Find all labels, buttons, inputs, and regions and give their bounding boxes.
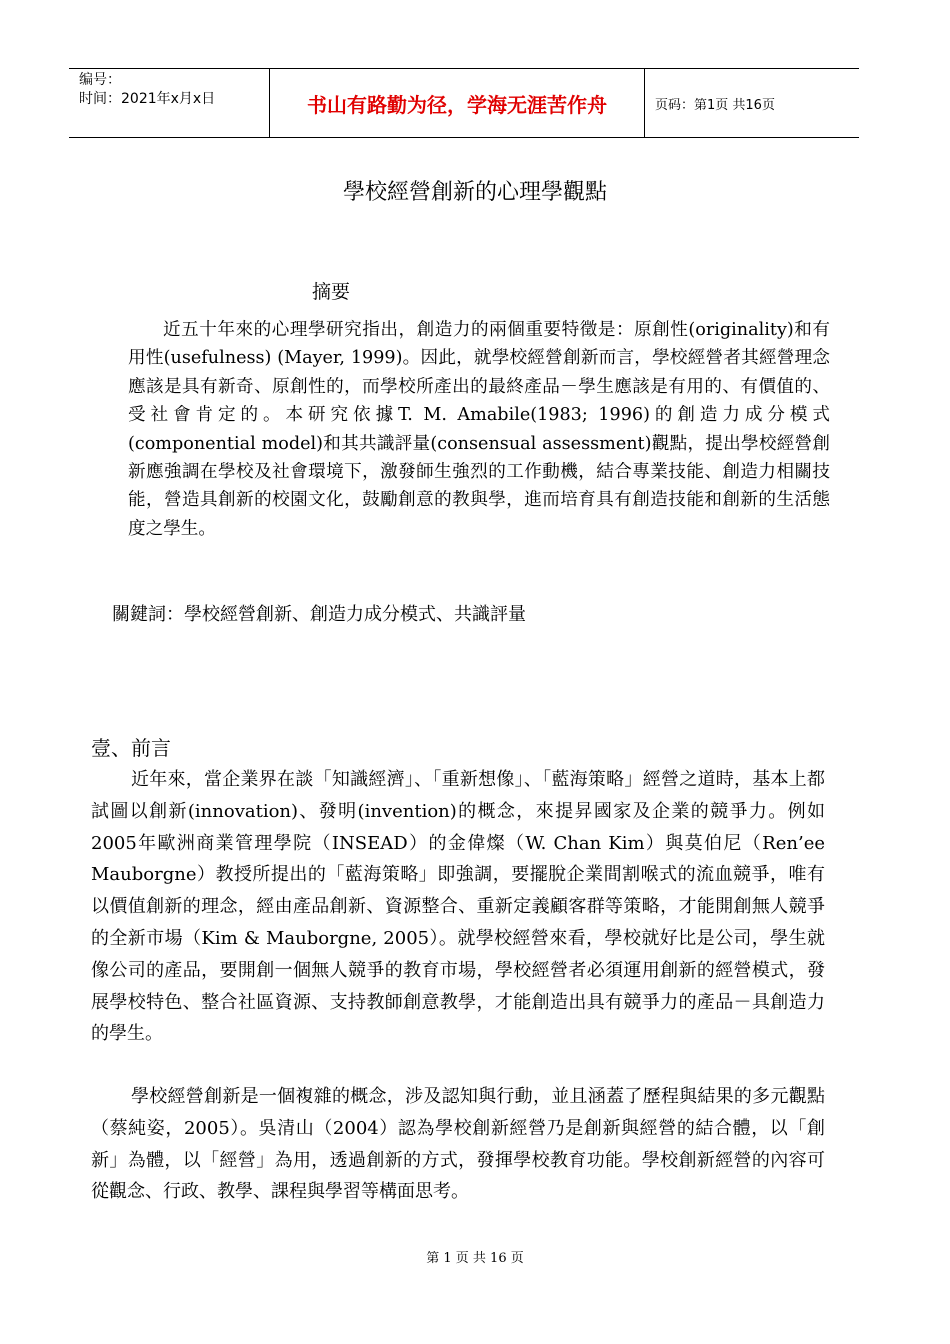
body-paragraph-1: 近年來，當企業界在談「知識經濟」、「重新想像」、「藍海策略」經營之道時，基本上都試圖以創新(innovation)、發明(invention)的概念，來提昇國家及企業的競爭力。例如2005年歐洲商業管理學院（INSEAD）的金偉燦（W. Chan Kim）與莫伯尼（Ren’ee Mauborgne）教授所提出的「藍海策略」即強調，要擺脫企業間割喉式的流血競爭，唯有以價值創新的理念，經由產品創新、資源整合、重新定義顧客群等策略，才能開創無人競爭的全新市場（Kim & Mauborgne, 2005）。就學校經營來看，學校就好比是公司，學生就像公司的產品，要開創一個無人競爭的教育市場，學校經營者必須運用創新的經營模式，發展學校特色、整合社區資源、支持教師創意教學，才能創造出具有競爭力的產品－具創造力的學生。 bbox=[91, 769, 825, 1045]
keywords: 關鍵詞：學校經營創新、創造力成分模式、共識評量 bbox=[112, 604, 526, 625]
section-heading: 壹、前言 bbox=[91, 736, 171, 760]
page-footer: 第 1 页 共 16 页 bbox=[426, 1251, 524, 1266]
page-header bbox=[69, 68, 859, 138]
header-page-label: 页码：第1页 共16页 bbox=[655, 97, 775, 113]
document-title: 學校經營創新的心理學觀點 bbox=[342, 180, 607, 205]
header-meta bbox=[69, 69, 269, 137]
abstract-heading: 摘要 bbox=[312, 281, 351, 303]
number-label: 编号： bbox=[79, 72, 121, 88]
time-label: 时间：2021年x月x日 bbox=[79, 91, 216, 107]
header-motto: 书山有路勤为径，学海无涯苦作舟 bbox=[269, 69, 645, 137]
body-paragraph-2: 學校經營創新是一個複雜的概念，涉及認知與行動，並且涵蓋了歷程與結果的多元觀點（蔡純姿，2005）。吳清山（2004）認為學校創新經營乃是創新與經營的結合體，以「創新」為體，以「經營」為用，透過創新的方式，發揮學校教育功能。學校創新經營的內容可從觀念、行政、教學、課程與學習等構面思考。 bbox=[91, 1086, 825, 1203]
abstract-text: 近五十年來的心理學研究指出，創造力的兩個重要特徵是：原創性(originality)和有用性(usefulness) (Mayer, 1999)。因此，就學校經營創新而言，學校經營者其經營理念應該是具有新奇、原創性的，而學校所產出的最終產品－學生應該是有用的、有價值的、受社會肯定的。本研究依據T. M. Amabile(1983; 1996)的創造力成分模式(componential model)和其共識評量(consensual assessment)觀點，提出學校經營創新應強調在學校及社會環境下，激發師生強烈的工作動機，結合專業技能、創造力相關技能，營造具創新的校園文化，鼓勵創意的教與學，進而培育具有創造技能和創新的生活態度之學生。 bbox=[128, 320, 830, 539]
